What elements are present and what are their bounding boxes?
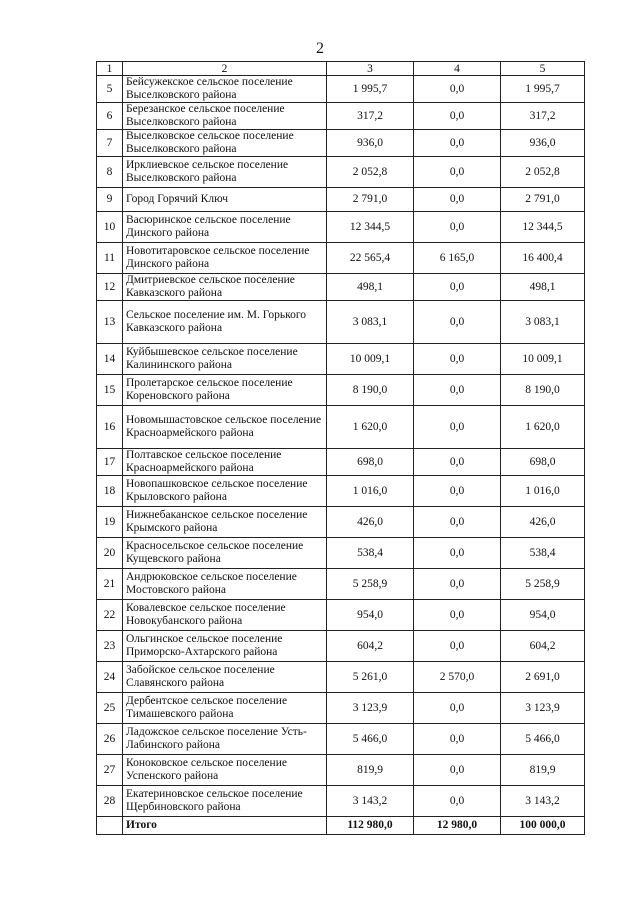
- settlement-name: Город Горячий Ключ: [123, 188, 327, 212]
- table-row: [97, 631, 585, 662]
- settlement-name: Красносельское сельское поселение Кущевского района: [123, 538, 327, 569]
- row-number: 18: [97, 476, 123, 507]
- value-col-3: 698,0: [327, 449, 414, 476]
- header-cell-5: 5: [501, 62, 585, 76]
- value-col-4: 0,0: [414, 188, 501, 212]
- row-number: 27: [97, 755, 123, 786]
- value-col-3: 317,2: [327, 103, 414, 130]
- settlement-name: Новопашковское сельское поселение Крыловского района: [123, 476, 327, 507]
- row-number: 20: [97, 538, 123, 569]
- value-col-5: 498,1: [501, 274, 585, 301]
- total-col-3: 112 980,0: [327, 817, 414, 835]
- value-col-5: 1 620,0: [501, 406, 585, 449]
- value-col-4: 0,0: [414, 449, 501, 476]
- total-label: Итого: [123, 817, 327, 835]
- settlement-name: Бейсужекское сельское поселение Выселковского района: [123, 76, 327, 103]
- value-col-3: 5 466,0: [327, 724, 414, 755]
- row-number: 19: [97, 507, 123, 538]
- table-row: [97, 406, 585, 449]
- settlement-name: Васюринское сельское поселение Динского района: [123, 212, 327, 243]
- settlement-name: Коноковское сельское поселение Успенского района: [123, 755, 327, 786]
- row-number: 10: [97, 212, 123, 243]
- value-col-3: 936,0: [327, 130, 414, 157]
- total-row: [97, 817, 585, 835]
- row-number: 24: [97, 662, 123, 693]
- table-row: [97, 538, 585, 569]
- table-row: [97, 569, 585, 600]
- header-row: [97, 62, 585, 76]
- value-col-4: 0,0: [414, 344, 501, 375]
- value-col-4: 0,0: [414, 76, 501, 103]
- settlement-name: Куйбышевское сельское поселение Калининского района: [123, 344, 327, 375]
- value-col-3: 12 344,5: [327, 212, 414, 243]
- value-col-3: 5 258,9: [327, 569, 414, 600]
- value-col-4: 0,0: [414, 375, 501, 406]
- value-col-5: 5 258,9: [501, 569, 585, 600]
- value-col-4: 0,0: [414, 507, 501, 538]
- table-row: [97, 243, 585, 274]
- row-number: 6: [97, 103, 123, 130]
- value-col-5: 8 190,0: [501, 375, 585, 406]
- table-row: [97, 274, 585, 301]
- value-col-5: 936,0: [501, 130, 585, 157]
- row-number: 25: [97, 693, 123, 724]
- value-col-5: 3 083,1: [501, 301, 585, 344]
- value-col-4: 0,0: [414, 631, 501, 662]
- row-number: 14: [97, 344, 123, 375]
- row-number: 11: [97, 243, 123, 274]
- value-col-3: 10 009,1: [327, 344, 414, 375]
- value-col-5: 3 143,2: [501, 786, 585, 817]
- value-col-3: 1 016,0: [327, 476, 414, 507]
- value-col-3: 22 565,4: [327, 243, 414, 274]
- header-cell-2: 2: [123, 62, 327, 76]
- header-cell-3: 3: [327, 62, 414, 76]
- table-row: [97, 157, 585, 188]
- value-col-3: 3 123,9: [327, 693, 414, 724]
- value-col-4: 0,0: [414, 212, 501, 243]
- value-col-4: 0,0: [414, 301, 501, 344]
- value-col-4: 0,0: [414, 538, 501, 569]
- table-body: [97, 76, 585, 835]
- settlement-name: Дербентское сельское поселение Тимашевского района: [123, 693, 327, 724]
- total-number: [97, 817, 123, 835]
- value-col-4: 0,0: [414, 693, 501, 724]
- value-col-3: 5 261,0: [327, 662, 414, 693]
- table-row: [97, 344, 585, 375]
- settlement-name: Выселковское сельское поселение Выселковского района: [123, 130, 327, 157]
- row-number: 15: [97, 375, 123, 406]
- table-row: [97, 375, 585, 406]
- value-col-3: 3 083,1: [327, 301, 414, 344]
- settlement-name: Ирклиевское сельское поселение Выселковского района: [123, 157, 327, 188]
- value-col-4: 0,0: [414, 569, 501, 600]
- row-number: 23: [97, 631, 123, 662]
- table-row: [97, 103, 585, 130]
- value-col-4: 2 570,0: [414, 662, 501, 693]
- value-col-5: 819,9: [501, 755, 585, 786]
- value-col-3: 426,0: [327, 507, 414, 538]
- table-row: [97, 724, 585, 755]
- settlement-name: Полтавское сельское поселение Красноармейского района: [123, 449, 327, 476]
- value-col-5: 16 400,4: [501, 243, 585, 274]
- row-number: 28: [97, 786, 123, 817]
- value-col-4: 0,0: [414, 274, 501, 301]
- value-col-5: 1 016,0: [501, 476, 585, 507]
- row-number: 21: [97, 569, 123, 600]
- table-row: [97, 662, 585, 693]
- settlement-name: Пролетарское сельское поселение Кореновского района: [123, 375, 327, 406]
- value-col-4: 0,0: [414, 103, 501, 130]
- value-col-4: 0,0: [414, 724, 501, 755]
- value-col-3: 1 995,7: [327, 76, 414, 103]
- row-number: 26: [97, 724, 123, 755]
- settlement-name: Забойское сельское поселение Славянского района: [123, 662, 327, 693]
- value-col-3: 1 620,0: [327, 406, 414, 449]
- settlement-name: Дмитриевское сельское поселение Кавказского района: [123, 274, 327, 301]
- settlement-name: Нижнебаканское сельское поселение Крымского района: [123, 507, 327, 538]
- page-number: 2: [316, 40, 324, 57]
- value-col-3: 2 052,8: [327, 157, 414, 188]
- value-col-3: 819,9: [327, 755, 414, 786]
- settlement-name: Андрюковское сельское поселение Мостовского района: [123, 569, 327, 600]
- table-row: [97, 76, 585, 103]
- value-col-5: 426,0: [501, 507, 585, 538]
- table-row: [97, 786, 585, 817]
- total-col-4: 12 980,0: [414, 817, 501, 835]
- row-number: 13: [97, 301, 123, 344]
- value-col-5: 538,4: [501, 538, 585, 569]
- value-col-3: 8 190,0: [327, 375, 414, 406]
- value-col-3: 954,0: [327, 600, 414, 631]
- value-col-5: 3 123,9: [501, 693, 585, 724]
- value-col-5: 698,0: [501, 449, 585, 476]
- table-row: [97, 755, 585, 786]
- table-row: [97, 130, 585, 157]
- value-col-3: 3 143,2: [327, 786, 414, 817]
- value-col-5: 2 791,0: [501, 188, 585, 212]
- table-row: [97, 212, 585, 243]
- row-number: 12: [97, 274, 123, 301]
- header-cell-1: 1: [97, 62, 123, 76]
- value-col-3: 498,1: [327, 274, 414, 301]
- row-number: 8: [97, 157, 123, 188]
- value-col-5: 2 052,8: [501, 157, 585, 188]
- value-col-4: 0,0: [414, 476, 501, 507]
- settlement-name: Ольгинское сельское поселение Приморско-Ахтарского района: [123, 631, 327, 662]
- value-col-5: 5 466,0: [501, 724, 585, 755]
- row-number: 7: [97, 130, 123, 157]
- value-col-4: 6 165,0: [414, 243, 501, 274]
- table-row: [97, 600, 585, 631]
- value-col-5: 1 995,7: [501, 76, 585, 103]
- row-number: 9: [97, 188, 123, 212]
- settlement-name: Ковалевское сельское поселение Новокубанского района: [123, 600, 327, 631]
- row-number: 22: [97, 600, 123, 631]
- settlement-name: Ладожское сельское поселение Усть-Лабинского района: [123, 724, 327, 755]
- value-col-5: 12 344,5: [501, 212, 585, 243]
- row-number: 16: [97, 406, 123, 449]
- value-col-3: 538,4: [327, 538, 414, 569]
- total-col-5: 100 000,0: [501, 817, 585, 835]
- settlement-name: Новотитаровское сельское поселение Динского района: [123, 243, 327, 274]
- value-col-5: 317,2: [501, 103, 585, 130]
- table-row: [97, 301, 585, 344]
- budget-table: [96, 61, 585, 835]
- value-col-4: 0,0: [414, 406, 501, 449]
- value-col-5: 604,2: [501, 631, 585, 662]
- table-row: [97, 476, 585, 507]
- table-row: [97, 693, 585, 724]
- table-row: [97, 507, 585, 538]
- value-col-5: 954,0: [501, 600, 585, 631]
- value-col-4: 0,0: [414, 600, 501, 631]
- table-row: [97, 449, 585, 476]
- value-col-4: 0,0: [414, 130, 501, 157]
- table-row: [97, 188, 585, 212]
- row-number: 17: [97, 449, 123, 476]
- settlement-name: Березанское сельское поселение Выселковского района: [123, 103, 327, 130]
- value-col-4: 0,0: [414, 786, 501, 817]
- settlement-name: Сельское поселение им. М. Горького Кавказского района: [123, 301, 327, 344]
- value-col-4: 0,0: [414, 755, 501, 786]
- value-col-4: 0,0: [414, 157, 501, 188]
- settlement-name: Екатериновское сельское поселение Щербиновского района: [123, 786, 327, 817]
- value-col-3: 604,2: [327, 631, 414, 662]
- settlement-name: Новомышастовское сельское поселение Красноармейского района: [123, 406, 327, 449]
- value-col-5: 2 691,0: [501, 662, 585, 693]
- header-cell-4: 4: [414, 62, 501, 76]
- value-col-5: 10 009,1: [501, 344, 585, 375]
- row-number: 5: [97, 76, 123, 103]
- value-col-3: 2 791,0: [327, 188, 414, 212]
